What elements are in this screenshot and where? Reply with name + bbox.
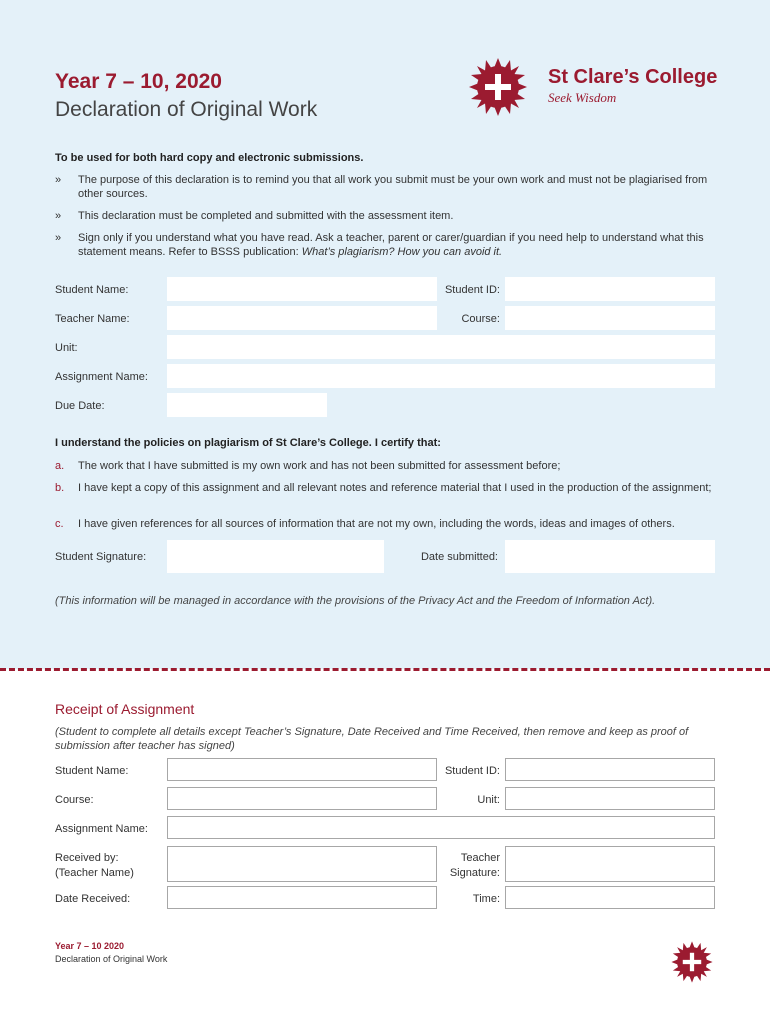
item-text: I have given references for all sources of information that are not my own, including the words, ideas and images of others. <box>78 518 675 530</box>
college-name: St Clare’s College <box>548 66 718 88</box>
footer-logo-icon <box>670 940 714 984</box>
bullet-marker: » <box>55 232 62 244</box>
date-submitted-label: Date submitted: <box>420 551 498 563</box>
receipt-student-name-label: Student Name: <box>55 765 129 777</box>
bullet-text: The purpose of this declaration is to remind you that all work you submit must be your own work and must not be plagiarised from other sources. <box>78 174 708 200</box>
item-text: I have kept a copy of this assignment and all relevant notes and reference material that I used in the production of the assignment; <box>78 482 712 494</box>
bullet-text <box>78 231 715 259</box>
bullet-text: This declaration must be completed and submitted with the assessment item. <box>78 210 454 222</box>
date-received-field[interactable] <box>167 886 437 909</box>
time-field[interactable] <box>505 886 715 909</box>
item-marker: c. <box>55 518 64 530</box>
certify-heading: I understand the policies on plagiarism of St Clare’s College. I certify that: <box>55 437 441 449</box>
item-text: The work that I have submitted is my own work and has not been submitted for assessment before; <box>78 460 561 472</box>
student-name-field[interactable] <box>167 277 437 301</box>
received-by-field[interactable] <box>167 846 437 882</box>
page-title: Year 7 – 10, 2020 <box>55 70 222 93</box>
received-by-line2: (Teacher Name) <box>55 867 134 879</box>
receipt-unit-field[interactable] <box>505 787 715 810</box>
intro-bullet-3 <box>55 231 715 259</box>
intro-bullet-1 <box>55 173 715 201</box>
college-logo-icon <box>467 56 529 118</box>
unit-label: Unit: <box>55 342 78 354</box>
certify-item-a <box>55 459 715 473</box>
item-marker: a. <box>55 460 65 472</box>
receipt-unit-label: Unit: <box>477 794 500 806</box>
teacher-signature-line2: Signature: <box>449 867 500 879</box>
privacy-note: (This information will be managed in accordance with the provisions of the Privacy Act and the Freedom of Information Act). <box>55 595 656 607</box>
teacher-signature-field[interactable] <box>505 846 715 882</box>
receipt-student-id-label: Student ID: <box>444 765 500 777</box>
unit-field[interactable] <box>167 335 715 359</box>
received-by-label <box>55 851 134 881</box>
student-id-field[interactable] <box>505 277 715 301</box>
bullet-marker: » <box>55 174 62 186</box>
intro-bullet-2 <box>55 209 715 223</box>
student-id-label: Student ID: <box>444 284 500 296</box>
receipt-student-name-field[interactable] <box>167 758 437 781</box>
bullet-marker: » <box>55 210 62 222</box>
course-field[interactable] <box>505 306 715 330</box>
college-motto: Seek Wisdom <box>548 90 617 105</box>
receipt-student-id-field[interactable] <box>505 758 715 781</box>
intro-heading: To be used for both hard copy and electronic submissions. <box>55 152 364 164</box>
receipt-assignment-name-label: Assignment Name: <box>55 823 148 835</box>
teacher-signature-label <box>410 851 500 881</box>
teacher-name-field[interactable] <box>167 306 437 330</box>
receipt-assignment-name-field[interactable] <box>167 816 715 839</box>
teacher-signature-line1: Teacher <box>460 852 500 864</box>
date-received-label: Date Received: <box>55 893 131 905</box>
student-signature-label: Student Signature: <box>55 551 147 563</box>
time-label: Time: <box>472 893 500 905</box>
certify-item-b <box>55 481 715 495</box>
received-by-line1: Received by: <box>55 852 119 864</box>
cut-line <box>0 668 770 671</box>
footer-title: Year 7 – 10 2020 <box>55 941 125 951</box>
assignment-name-label: Assignment Name: <box>55 371 148 383</box>
student-name-label: Student Name: <box>55 284 129 296</box>
bullet-text-plain: Sign only if you understand what you have read. Ask a teacher, parent or carer/guardian if you need help to understand what this statement means. Refer to BSSS publication: <box>78 232 704 258</box>
receipt-course-label: Course: <box>55 794 94 806</box>
footer-subtitle: Declaration of Original Work <box>55 954 168 964</box>
due-date-label: Due Date: <box>55 400 105 412</box>
course-label: Course: <box>461 313 500 325</box>
certify-item-c <box>55 517 715 531</box>
due-date-field[interactable] <box>167 393 327 417</box>
assignment-name-field[interactable] <box>167 364 715 388</box>
date-submitted-field[interactable] <box>505 540 715 573</box>
receipt-title: Receipt of Assignment <box>55 701 195 717</box>
receipt-instructions: (Student to complete all details except Teacher’s Signature, Date Received and Time Received, then remove and keep as proof of submission after teacher has signed) <box>55 726 689 752</box>
teacher-name-label: Teacher Name: <box>55 313 130 325</box>
page-subtitle: Declaration of Original Work <box>55 98 318 121</box>
publication-title: What’s plagiarism? How you can avoid it. <box>301 246 503 258</box>
student-signature-field[interactable] <box>167 540 384 573</box>
receipt-course-field[interactable] <box>167 787 437 810</box>
item-marker: b. <box>55 482 65 494</box>
